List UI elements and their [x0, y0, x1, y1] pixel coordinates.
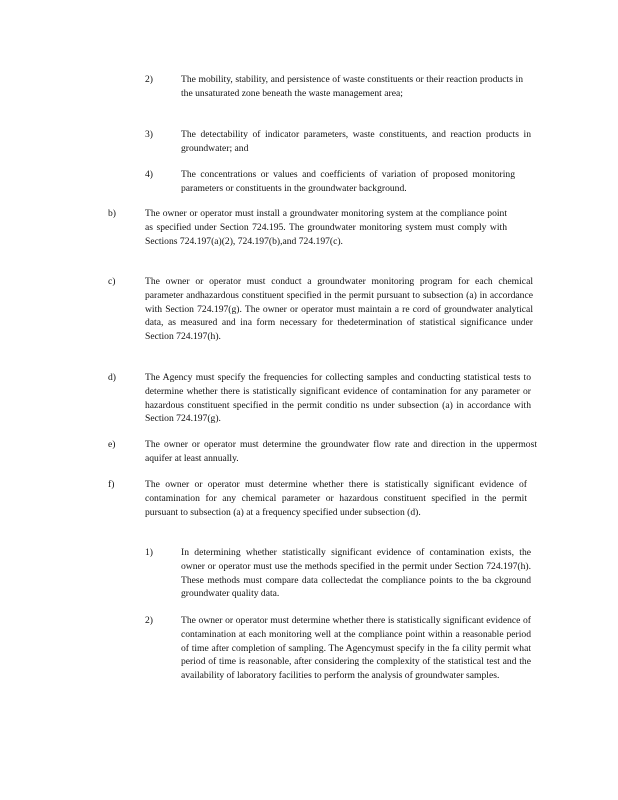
- item-text: The owner or operator must determine whether there is statistically significant evidence of contamination at each monitoring well at the compliance point within a reasonable period of time after completion of sampling. The Agencymust specify in the fa cility permit what period of time is reasonable, after considering the complexity of the statistical test and the availability of laboratory facilities to perform the analysis of groundwater samples.: [181, 615, 531, 682]
- item-text: The owner or operator must determine the groundwater flow rate and direction in the uppermost aquifer at least annually.: [145, 439, 537, 464]
- item-label: 1): [145, 547, 153, 558]
- item-text: The detectability of indicator parameters, waste constituents, and reaction products in groundwater; and: [181, 129, 531, 154]
- item-label: 2): [145, 615, 153, 626]
- item-label: b): [108, 208, 116, 219]
- item-label: f): [108, 479, 115, 490]
- item-text: In determining whether statistically significant evidence of contamination exists, the owner or operator must use the methods specified in the permit under Section 724.197(h). These methods must compare data collectedat the compliance points to the ba ckground groundwater quality data.: [181, 547, 531, 600]
- item-label: 2): [145, 74, 153, 85]
- item-label: c): [108, 276, 116, 287]
- item-text: The mobility, stability, and persistence of waste constituents or their reaction products in the unsaturated zone beneath the waste management area;: [181, 74, 523, 99]
- item-label: 3): [145, 129, 153, 140]
- item-text: The Agency must specify the frequencies for collecting samples and conducting statistical tests to determine whether there is statistically significant evidence of contamination for any parameter or hazardous constituent specified in the permit conditio ns under subsection (a) in accordance with Section 724.197(g).: [145, 372, 531, 425]
- item-label: e): [108, 439, 116, 450]
- item-text: The owner or operator must conduct a groundwater monitoring program for each chemical parameter andhazardous constituent specified in the permit pursuant to subsection (a) in accordance with Section 724.197(g). The owner or operator must maintain a re cord of groundwater analytical data, as measured and ina form necessary for thedetermination of statistical significance under Section 724.197(h).: [145, 276, 533, 343]
- item-label: 4): [145, 169, 153, 180]
- item-text: The concentrations or values and coefficients of variation of proposed monitoring parameters or constituents in the groundwater background.: [181, 169, 515, 194]
- item-text: The owner or operator must install a groundwater monitoring system at the compliance point as specified under Section 724.195. The groundwater monitoring system must comply with Sections 724.197(a)(2), 724.197(b),and 724.197(c).: [145, 208, 507, 247]
- item-text: The owner or operator must determine whether there is statistically significant evidence of contamination for any chemical parameter or hazardous constituent specified in the permit pursuant to subsection (a) at a frequency specified under subsection (d).: [145, 479, 527, 518]
- item-label: d): [108, 372, 116, 383]
